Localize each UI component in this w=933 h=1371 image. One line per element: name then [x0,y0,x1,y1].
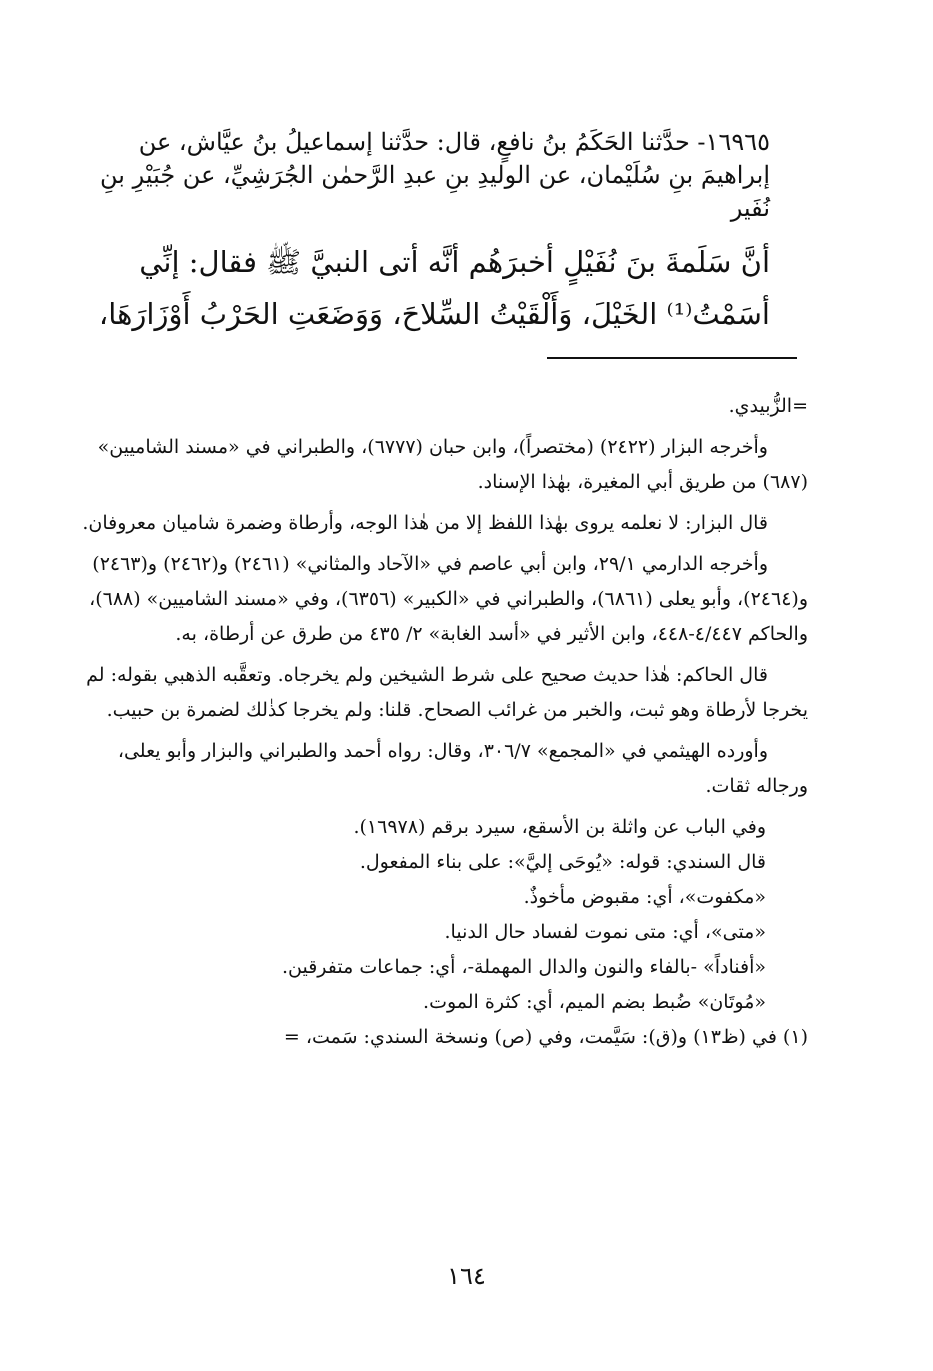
footnote-paragraph: وأخرجه البزار (٢٤٢٢) (مختصراً)، وابن حبان (٦٧٧٧)، والطبراني في «مسند الشاميين» (٦٨٧) من طريق أبي المغيرة، بهٰذا الإسناد. [97,436,808,493]
footnote-paragraph: وأخرجه الدارمي ٢٩/١، وابن أبي عاصم في «الآحاد والمثاني» (٢٤٦١) و(٢٤٦٢) و(٢٤٦٣) و(٢٤٦٤)، وأبو يعلى (٦٨٦١)، والطبراني في «الكبير» (٦٣٥٦)، وفي «مسند الشاميين» (٦٨٨)، والحاكم ٤/٤٤٧-٤٤٨، وابن الأثير في «أسد الغابة» ٢/ ٤٣٥ من طرق عن أرطاة، به. [89,553,808,645]
footnote-paragraph: «مُوتَان» ضُبط بضم الميم، أي: كثرة الموت. [423,991,766,1013]
footnote-paragraph: «مكفوت»، أي: مقبوض مأخوذٌ. [523,886,766,908]
matn-line-1: أنَّ سَلَمةَ بنَ نُفَيْلٍ أخبرَهُم أنَّه أتى النبيَّ ﷺ فقال: إنِّي [139,245,770,279]
footnote-separator [547,357,797,359]
footnote-paragraph: قال الحاكم: هٰذا حديث صحيح على شرط الشيخين ولم يخرجاه. وتعقَّبه الذهبي بقوله: لم يخرجا لأرطاة وهو ثبت، والخبر من غرائب الصحاح. قلنا: ولم يخرجا كذٰلك لضمرة بن حبيب. [86,664,808,721]
footnote-paragraph: =الزُّبيدي. [728,395,808,417]
isnad-line-1: ١٦٩٦٥- حدَّثنا الحَكَمُ بنُ نافعٍ، قال: حدَّثنا إسماعيلُ بنُ عيَّاش، عن [138,128,770,156]
footnotes [80,389,808,1055]
footnote-paragraph: وفي الباب عن واثلة بن الأسقع، سيرد برقم (١٦٩٧٨). [353,816,766,838]
hadith-isnad [88,126,770,225]
matn-line-2: أسَمْتُ⁽¹⁾ الخَيْلَ، وَأَلْقَيْتُ السِّلاحَ، وَوَضَعَتِ الحَرْبُ أَوْزَارَهَا، [98,297,770,331]
footnote-paragraph: «أفناداً» -بالفاء والنون والدال المهملة-، أي: جماعات متفرقين. [281,956,766,978]
isnad-line-2: إبراهيمَ بنِ سُلَيْمان، عن الوليدِ بنِ عبدِ الرَّحمٰن الجُرَشِيِّ، عن جُبَيْرِ بنِ نُفَير [100,161,770,222]
hadith-matn [88,236,770,340]
footnote-paragraph: قال البزار: لا نعلمه يروى بهٰذا اللفظ إلا من هٰذا الوجه، وأرطاة وضمرة شاميان معروفان. [82,512,768,534]
footnote-paragraph: «متى»، أي: متى نموت لفساد حال الدنيا. [444,921,766,943]
page-number: ١٦٤ [447,1262,486,1290]
footnote-paragraph: وأورده الهيثمي في «المجمع» ٣٠٦/٧، وقال: رواه أحمد والطبراني والبزار وأبو يعلى، ورجاله ثقات. [117,740,808,797]
footnote-1: (١) في (ظ١٣) و(ق): سَيَّمت، وفي (ص) ونسخة السندي: سَمت، = [283,1026,808,1048]
footnote-paragraph: قال السندي: قوله: «يُوحَى إليَّ»: على بناء المفعول. [359,851,766,873]
